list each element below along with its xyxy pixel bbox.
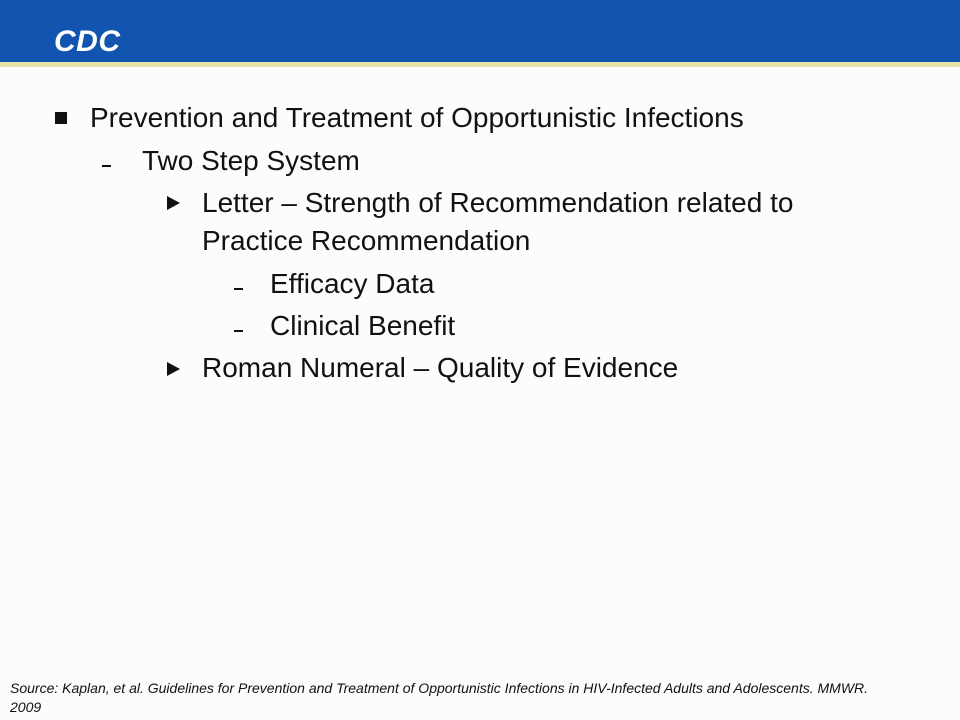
header-rule: [0, 62, 960, 67]
dash-bullet-icon: [234, 288, 243, 290]
bullet-level4-efficacy-data: Efficacy Data: [270, 268, 435, 299]
triangle-bullet-icon: [167, 196, 180, 210]
dash-bullet-icon: [102, 165, 111, 167]
bullet-level1-prevention: Prevention and Treatment of Opportunistic Infections: [90, 102, 744, 133]
bullet-level3-roman-numeral: Roman Numeral – Quality of Evidence: [202, 352, 679, 383]
bullet-level3-letter-line1: Letter – Strength of Recommendation related to: [202, 187, 794, 218]
triangle-bullet-icon: [167, 362, 180, 376]
bullet-level4-clinical-benefit: Clinical Benefit: [270, 310, 456, 341]
dash-bullet-icon: [234, 330, 243, 332]
cdc-logo-text: CDC: [54, 25, 121, 58]
bullet-level2-two-step-system: Two Step System: [142, 145, 360, 176]
square-bullet-icon: [55, 112, 67, 124]
source-citation: Source: Kaplan, et al. Guidelines for Prevention and Treatment of Opportunistic Infections in HIV-Infected Adults and Adolescents. MMWR. 2009: [10, 680, 869, 715]
bullet-level3-letter-line2: Practice Recommendation: [202, 225, 531, 256]
header-bar: [0, 0, 960, 62]
